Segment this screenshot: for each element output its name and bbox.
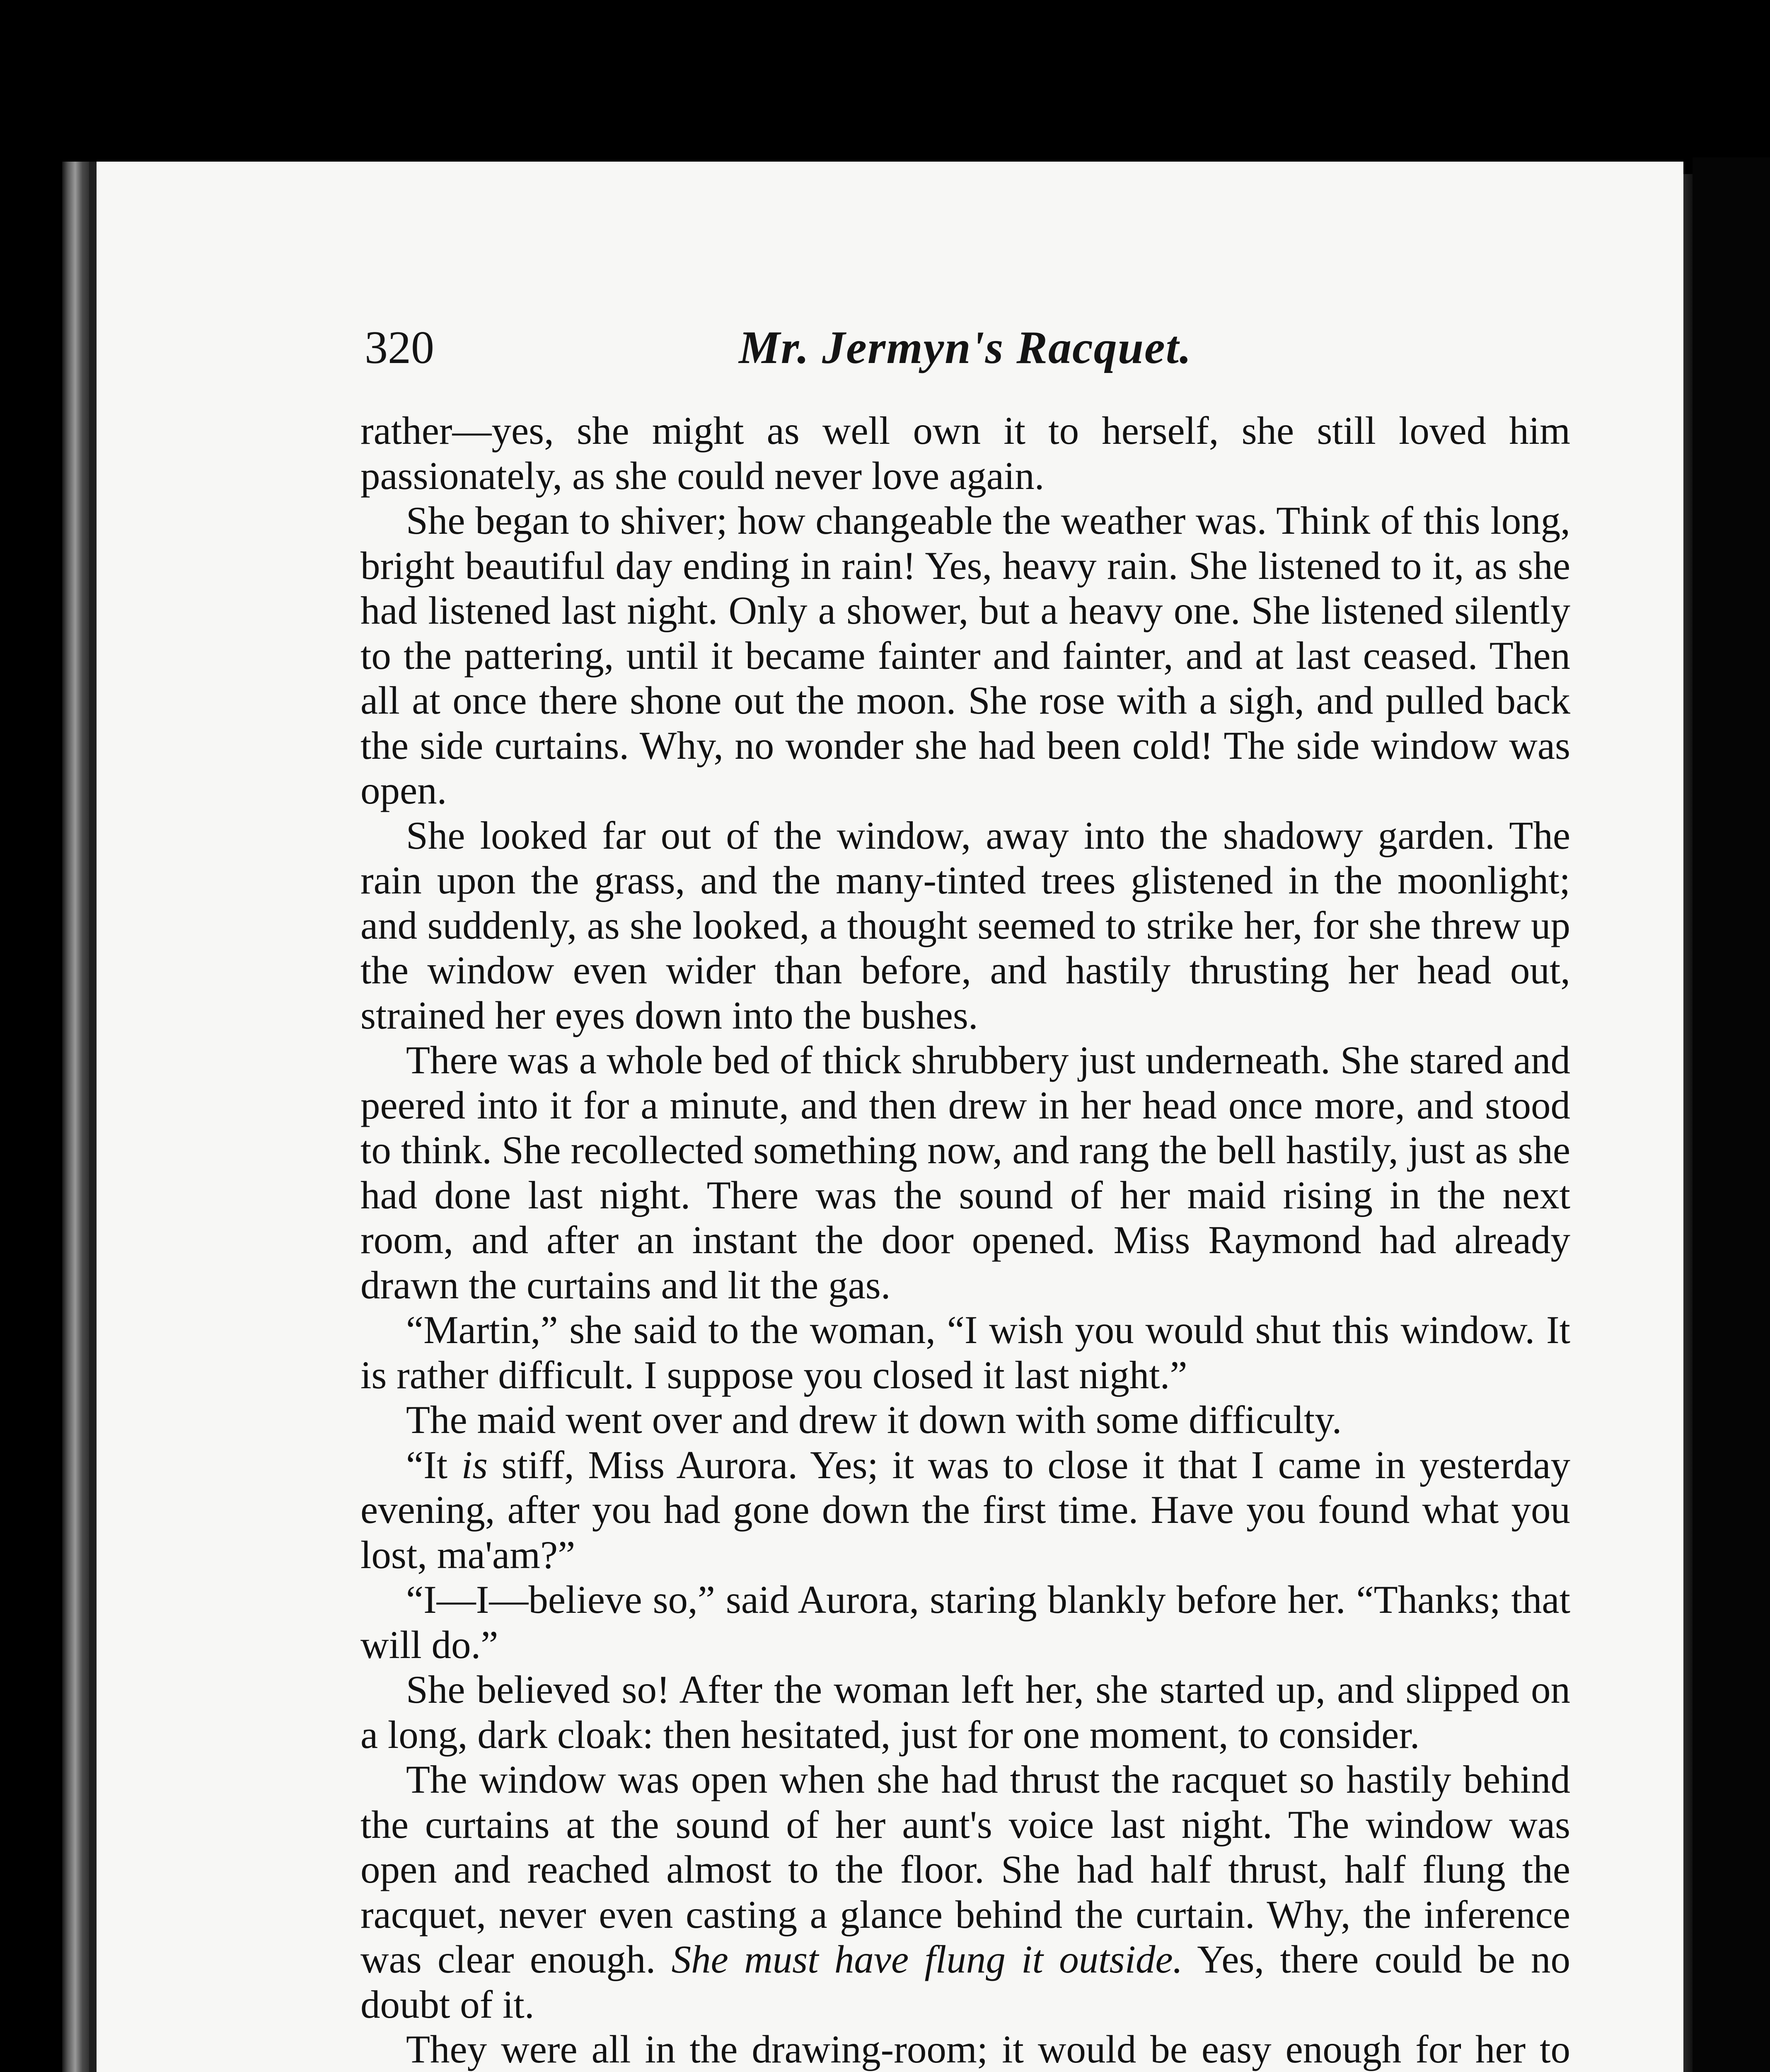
- paragraph: The maid went over and drew it down with some difficulty.: [406, 1398, 1342, 1442]
- paragraph: [360, 1757, 1570, 2027]
- text-run: The window was open when she had thrust the racquet so hastily behind the curtains at the sound of her aunt's voice last night. The window was open and reached almost to the floor. She had half thrust, half flung the racquet, never even casting a glance behind the curtain. Why, the inference was clear enough.: [360, 1757, 1570, 1981]
- body-text: [360, 408, 1570, 2072]
- italic-text: is: [461, 1443, 488, 1487]
- paragraph: She began to shiver; how changeable the weather was. Think of this long, bright beautiful day ending in rain! Yes, heavy rain. She listened to it, as she had listened last night. Only a shower, but a heavy one. She listened silently to the pattering, until it became fainter and fainter, and at last ceased. Then all at once there shone out the moon. She rose with a sigh, and pulled back the side curtains. Why, no wonder she had been cold! The side window was open.: [360, 499, 1570, 812]
- page-header: [365, 321, 1566, 371]
- paragraph: She looked far out of the window, away into the shadowy garden. The rain upon the grass, and the many-tinted trees glistened in the moonlight; and suddenly, as she looked, a thought seemed to strike her, for she threw up the window even wider than before, and hastily thrusting her head out, strained her eyes down into the bushes.: [360, 813, 1570, 1037]
- book-spine-edge: [62, 162, 91, 2072]
- dark-border: [1693, 157, 1770, 2072]
- text-run: Yes, there could be no doubt of it.: [360, 1937, 1571, 2026]
- paragraph: They were all in the drawing-room; it would be easy enough for her to: [406, 2027, 1570, 2071]
- text-run: stiff, Miss Aurora. Yes; it was to close it that I came in yesterday evening, after you had gone down the first time. Have you found what you lost, ma'am?”: [360, 1443, 1570, 1577]
- paragraph: “Martin,” she said to the woman, “I wish you would shut this window. It is rather difficult. I suppose you closed it last night.”: [360, 1308, 1570, 1397]
- text-run: “It: [406, 1443, 462, 1487]
- paragraph: “I—I—believe so,” said Aurora, staring blankly before her. “Thanks; that will do.”: [360, 1578, 1570, 1667]
- page-number: 320: [365, 322, 434, 373]
- paragraph: rather—yes, she might as well own it to herself, she still loved him passionately, as she could never love again.: [360, 409, 1570, 498]
- italic-text: She must have flung it outside.: [671, 1937, 1183, 1981]
- paragraph: There was a whole bed of thick shrubbery just underneath. She stared and peered into it for a minute, and then drew in her head once more, and stood to think. She recollected something now, and rang the bell hastily, just as she had done last night. There was the sound of her maid rising in the next room, and after an instant the door opened. Miss Raymond had already drawn the curtains and lit the gas.: [360, 1038, 1570, 1307]
- paragraph: She believed so! After the woman left her, she started up, and slipped on a long, dark cloak: then hesitated, just for one moment, to consider.: [360, 1668, 1570, 1757]
- paragraph: [360, 1443, 1570, 1578]
- running-title: Mr. Jermyn's Racquet.: [739, 322, 1192, 373]
